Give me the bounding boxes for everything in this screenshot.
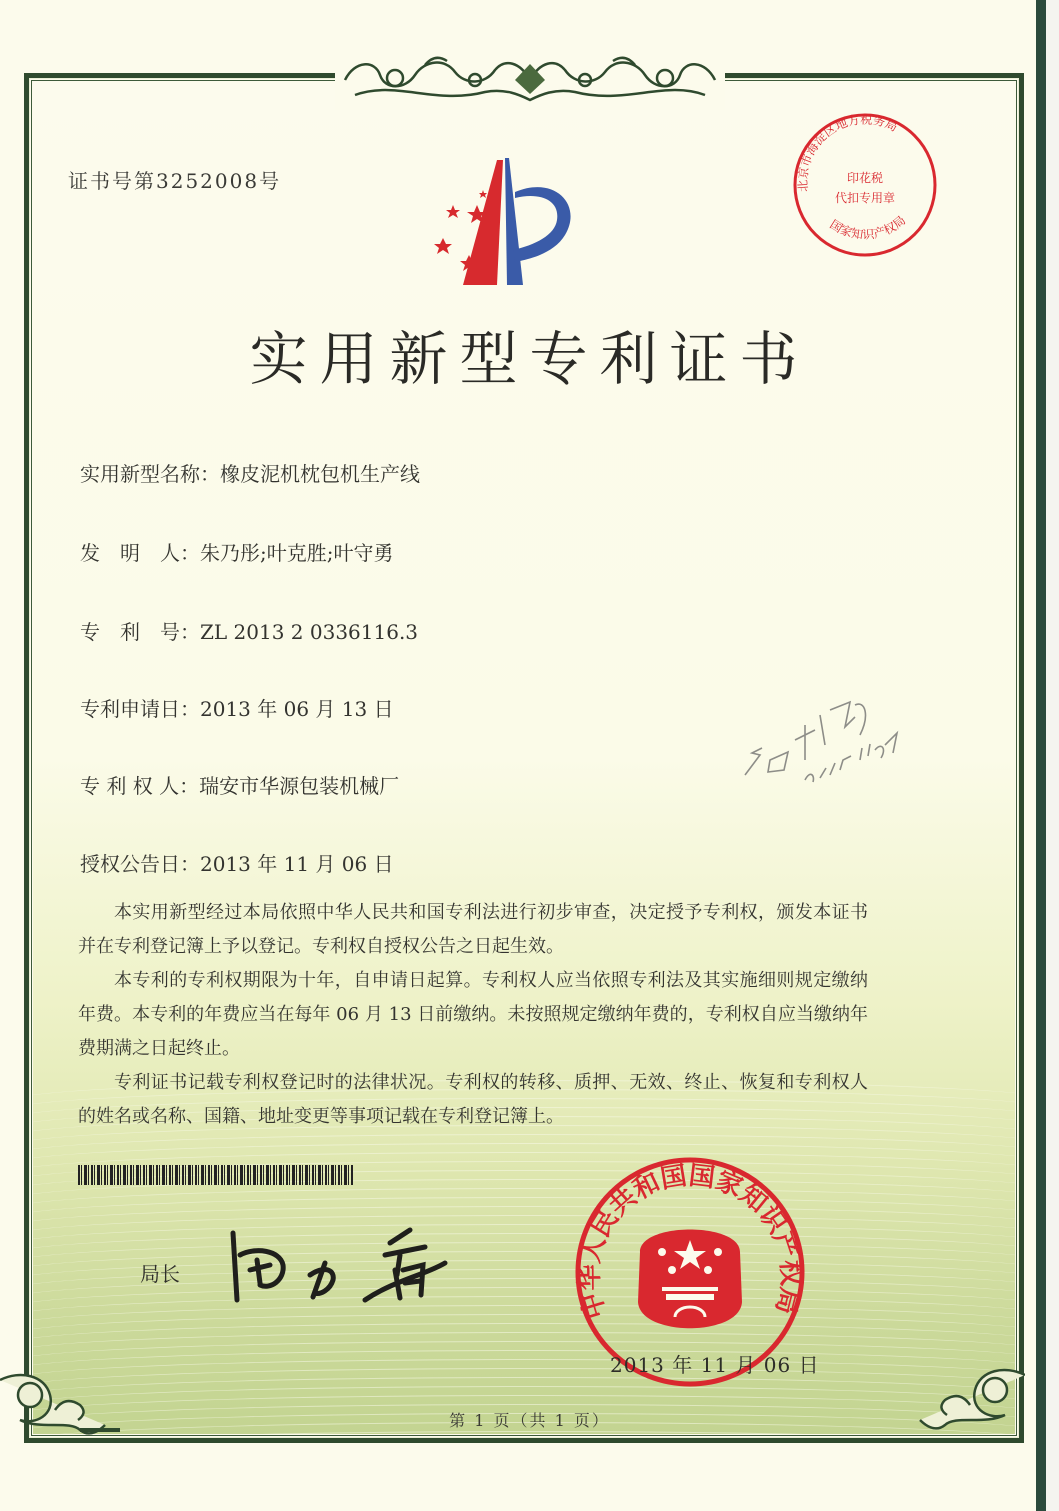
tax-stamp-line2: 代扣专用章 <box>834 191 896 205</box>
paragraph-term: 本专利的专利权期限为十年，自申请日起算。专利权人应当依照专利法及其实施细则规定缴纳年费。本专利的年费应当在每年 06 月 13 日前缴纳。未按照规定缴纳年费的，专利权自应当缴纳年费期满之日起终止。 <box>78 970 868 1059</box>
field-label: 授权公告日： <box>80 852 200 876</box>
field-value: 朱乃彤;叶克胜;叶守勇 <box>200 541 394 565</box>
certificate-number: 证书号第3252008号 <box>68 169 282 193</box>
page-title: 实用新型专利证书 <box>249 325 810 393</box>
field-grant-date <box>80 848 394 877</box>
corner-ornament-bottom-right-icon <box>905 1365 1025 1445</box>
paragraph-legal-status: 专利证书记载专利权登记时的法律状况。专利权的转移、质押、无效、终止、恢复和专利权人的姓名或名称、国籍、地址变更等事项记载在专利登记簿上。 <box>78 1072 868 1127</box>
seal-date: 2013 年 11 月 06 日 <box>610 1353 820 1377</box>
field-utility-model-name <box>80 458 420 487</box>
field-application-date <box>80 693 394 722</box>
field-value: ZL 2013 2 0336116.3 <box>200 620 419 644</box>
legal-paragraphs <box>78 896 868 1134</box>
seal-outer-text: 中华人民共和国国家知识产权局 <box>574 1160 806 1323</box>
field-label: 专 利 权 人： <box>80 774 200 798</box>
field-value: 2013 年 11 月 06 日 <box>200 852 394 876</box>
field-patentee <box>80 770 399 799</box>
cnipa-logo-icon <box>405 150 585 290</box>
pencil-handwritten-note <box>735 690 935 790</box>
field-inventors <box>80 537 393 566</box>
barcode-icon <box>78 1165 354 1185</box>
field-label: 实用新型名称： <box>80 462 220 486</box>
paragraph-examination: 本实用新型经过本局依照中华人民共和国专利法进行初步审查，决定授予专利权，颁发本证书并在专利登记簿上予以登记。专利权自授权公告之日起生效。 <box>78 902 868 957</box>
director-signature <box>225 1225 455 1305</box>
field-label: 专 利 号： <box>80 620 200 644</box>
field-value: 2013 年 06 月 13 日 <box>200 697 394 721</box>
field-label: 专利申请日： <box>80 697 200 721</box>
director-label: 局长 <box>140 1262 180 1286</box>
field-patent-number <box>80 616 418 645</box>
svg-text:国家知识产权局: 国家知识产权局 <box>827 213 909 242</box>
field-value: 橡皮泥机枕包机生产线 <box>220 462 420 486</box>
field-value: 瑞安市华源包装机械厂 <box>199 774 400 798</box>
page-indicator: 第 1 页（共 1 页） <box>449 1411 610 1430</box>
tax-stamp-line1: 印花税 <box>846 171 884 185</box>
svg-text:北京市海淀区地方税务局: 北京市海淀区地方税务局 <box>795 112 900 193</box>
scan-margin <box>1046 0 1059 1511</box>
binder-edge <box>1036 0 1046 1511</box>
field-label: 发 明 人： <box>80 541 200 565</box>
tax-stamp-icon <box>790 110 940 260</box>
top-ornament-icon <box>335 50 725 110</box>
